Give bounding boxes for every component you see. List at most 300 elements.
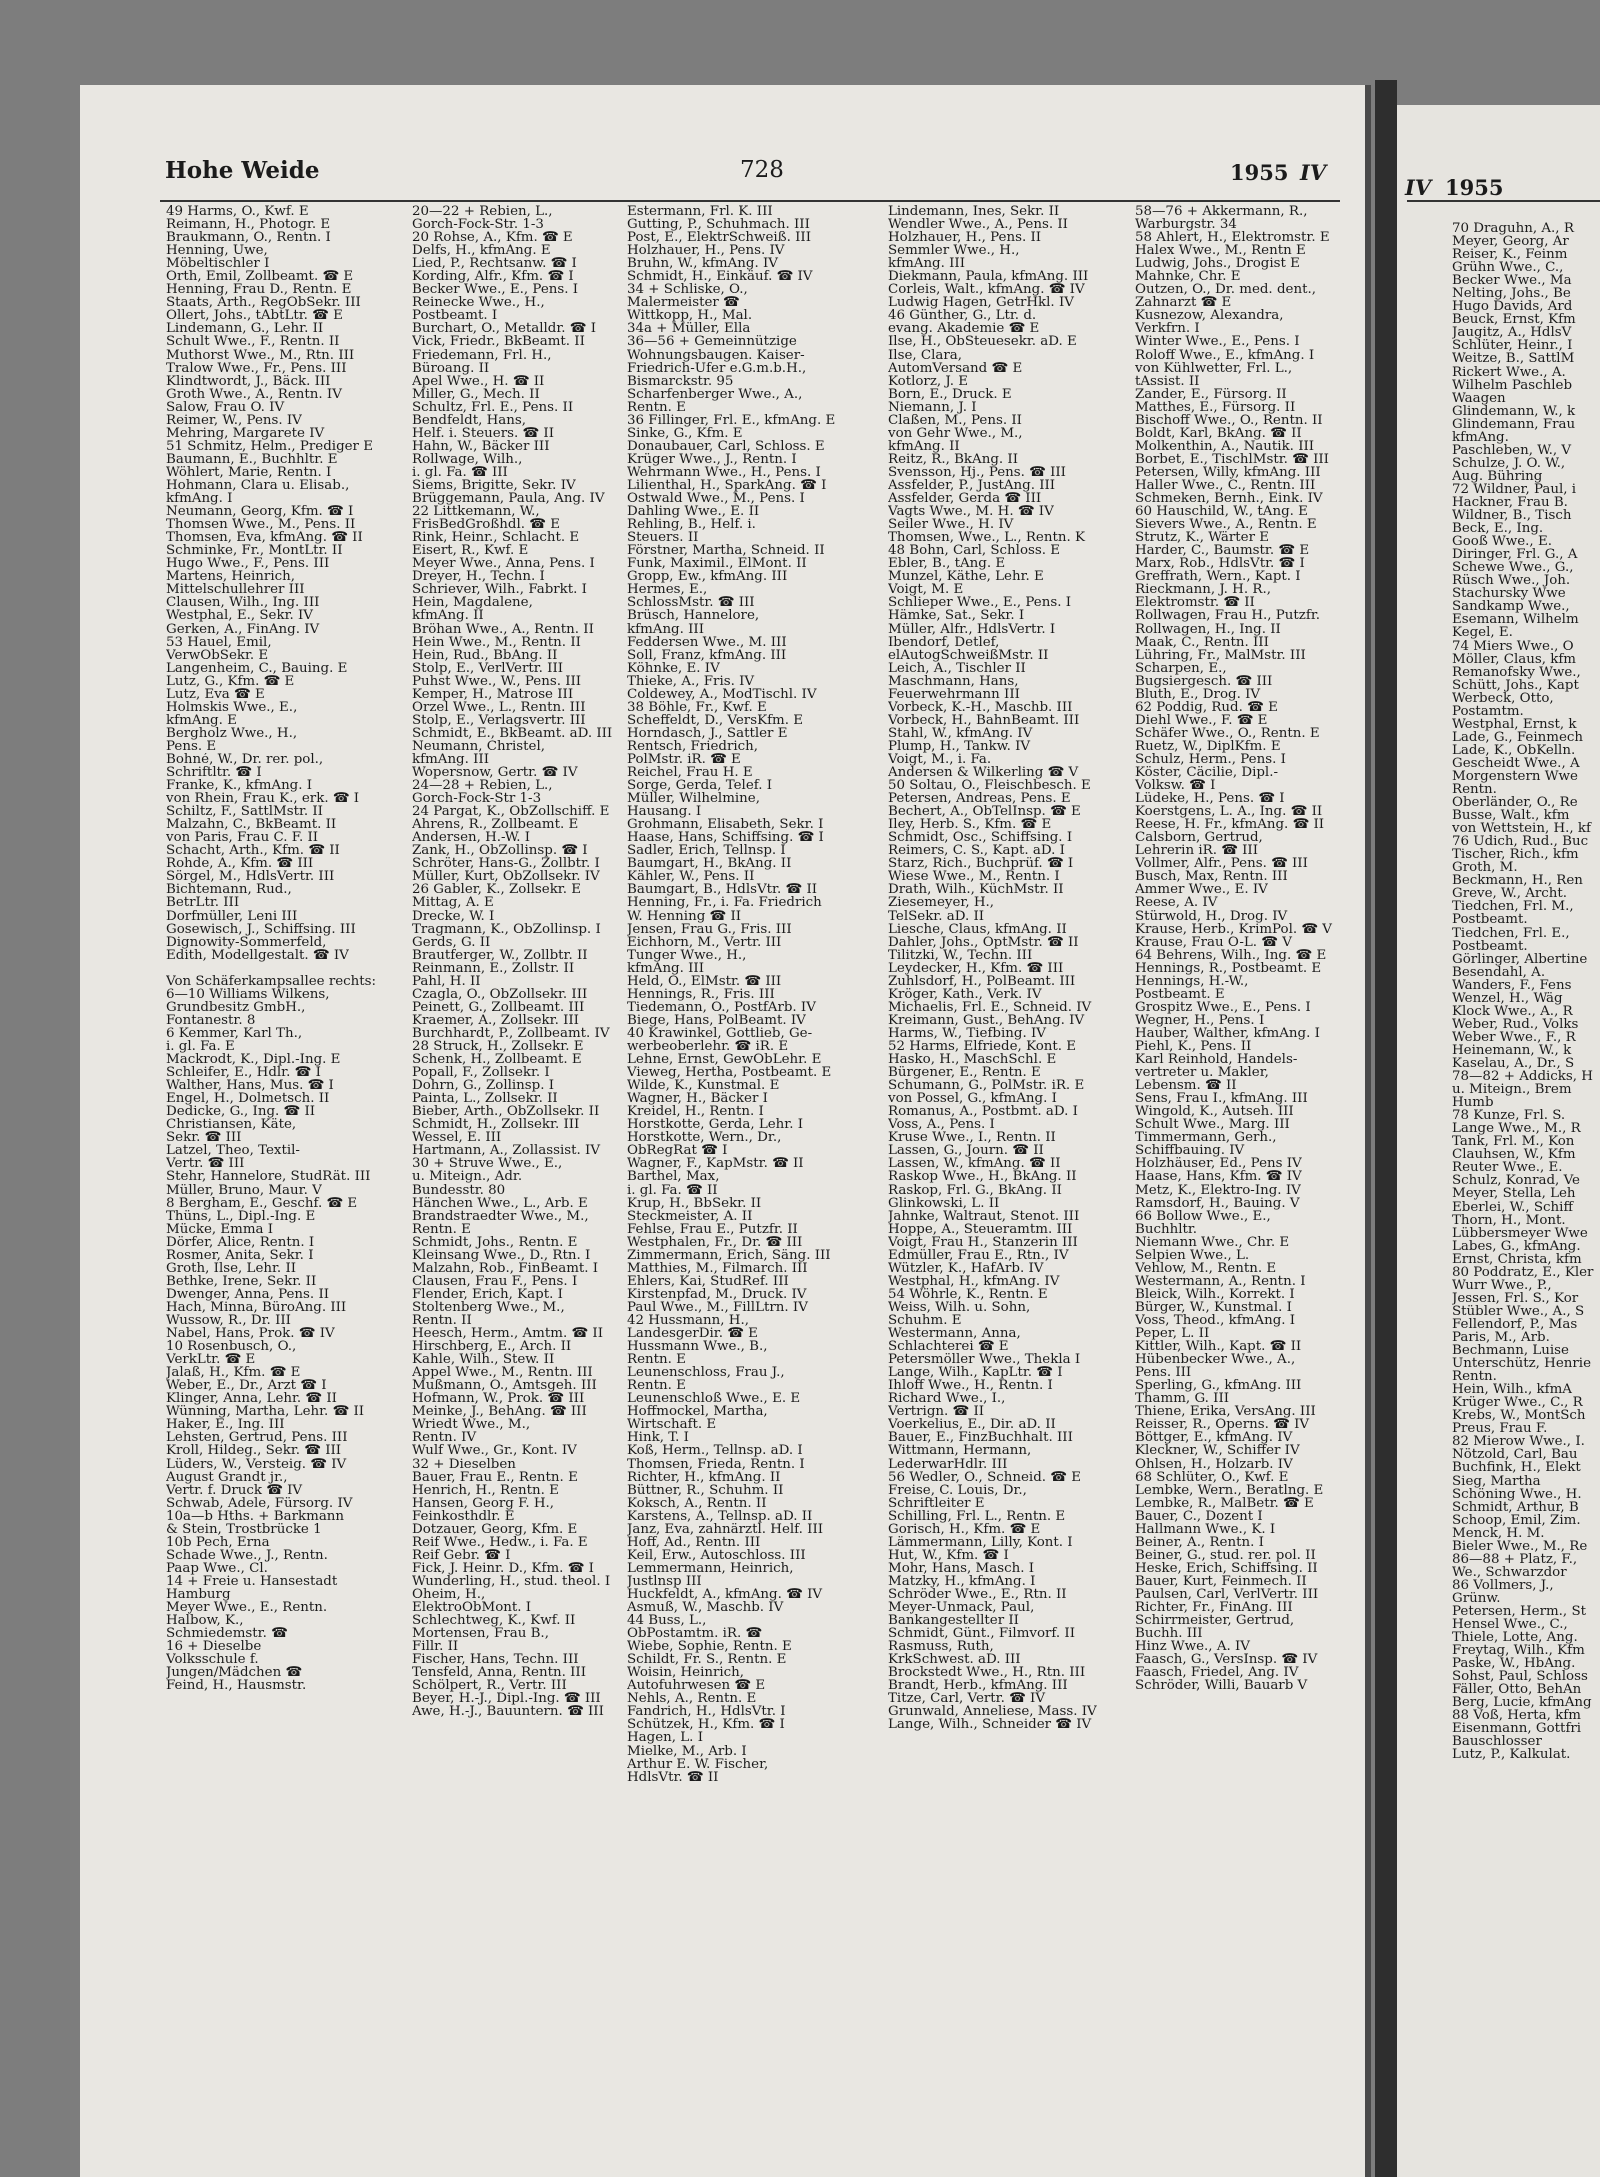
directory-entry: Lutz, P., Kalkulat. (1452, 1748, 1571, 1762)
directory-entry: Hut, W., Kfm. ☎ I (888, 1548, 1009, 1562)
directory-entry: & Stein, Trostbrücke 1 (166, 1522, 322, 1536)
directory-entry: Burchart, O., Metalldr. ☎ I (412, 322, 597, 336)
directory-entry: Bundesstr. 80 (412, 1183, 506, 1197)
street-heading: Hohe Weide (165, 157, 320, 184)
directory-entry: 68 Schlüter, O., Kwf. E (1135, 1470, 1289, 1484)
directory-column-3 (627, 205, 877, 2125)
directory-entry: Bleick, Wilh., Korrekt. I (1135, 1287, 1295, 1301)
directory-entry: Gropp, Ew., kfmAng. III (627, 570, 788, 584)
directory-entry: Kording, Alfr., Kfm. ☎ I (412, 270, 574, 284)
directory-entry: Schriftleiter E (888, 1496, 985, 1510)
directory-entry: Rentn. E (412, 1222, 471, 1236)
directory-entry: Miller, G., Mech. II (412, 387, 540, 401)
directory-entry: Walther, Hans, Mus. ☎ I (166, 1079, 334, 1093)
directory-entry: Leunenschloß Wwe., E. E (627, 1392, 801, 1406)
directory-entry: Muthorst Wwe., M., Rtn. III (166, 348, 355, 362)
directory-entry: Matthies, M., Filmarch. III (627, 1261, 808, 1275)
directory-entry: August Grandt jr., (166, 1470, 288, 1484)
directory-entry: Woisin, Heinrich, (627, 1666, 745, 1680)
directory-entry: Wagner, F., KapMstr. ☎ II (627, 1157, 804, 1171)
directory-entry: Wurr Wwe., P., (1452, 1278, 1552, 1292)
directory-entry: Klock Wwe., A., R (1452, 1004, 1573, 1018)
directory-entry: 36—56 + Gemeinnützige (627, 335, 797, 349)
directory-entry: Brandstraedter Wwe., M., (412, 1209, 589, 1223)
directory-entry: Tunger Wwe., H., (627, 948, 747, 962)
directory-entry: Volksw. ☎ I (1135, 779, 1216, 793)
directory-entry: Autofuhrwesen ☎ E (627, 1679, 766, 1693)
directory-entry: Esemann, Wilhelm (1452, 613, 1579, 627)
directory-entry: Held, O., ElMstr. ☎ III (627, 974, 782, 988)
directory-entry: Henning, Fr., i. Fa. Friedrich (627, 896, 822, 910)
directory-entry: Schmidt, Arthur, B (1452, 1500, 1579, 1514)
directory-entry: Ilse, H., ObSteuesekr. aD. E (888, 335, 1077, 349)
directory-entry: Gosewisch, J., Schiffsing. III (166, 922, 356, 936)
directory-entry: Wendler Wwe., A., Pens. II (888, 218, 1068, 232)
directory-entry: Dwenger, Anna, Pens. II (166, 1287, 330, 1301)
directory-entry: Czagla, O., ObZollsekr. III (412, 987, 588, 1001)
directory-entry: Böttger, E., kfmAng. IV (1135, 1431, 1293, 1445)
directory-entry: Grospitz Wwe., E., Pens. I (1135, 1000, 1311, 1014)
directory-entry: Wildner, B., Tisch (1452, 509, 1572, 523)
directory-entry: Keil, Erw., Autoschloss. III (627, 1548, 806, 1562)
directory-entry: kfmAng. (1452, 430, 1509, 444)
directory-entry: Lange, Wilh., Schneider ☎ IV (888, 1718, 1092, 1732)
directory-entry: Marx, Rob., HdlsVtr. ☎ I (1135, 557, 1305, 571)
directory-entry: Mittelschullehrer III (166, 583, 305, 597)
directory-entry: Schleifer, E., Hdlr. ☎ I (166, 1066, 321, 1080)
directory-entry: Tensfeld, Anna, Rentn. III (412, 1666, 586, 1680)
directory-entry: Greffrath, Wern., Kapt. I (1135, 570, 1301, 584)
directory-entry: Fick, J. Heinr. D., Kfm. ☎ I (412, 1561, 594, 1575)
directory-entry: Lange Wwe., M., R (1452, 1122, 1581, 1136)
directory-entry: Malzahn, Rob., FinBeamt. I (412, 1261, 599, 1275)
directory-entry: Becker Wwe., E., Pens. I (412, 283, 579, 297)
directory-entry: 42 Hussmann, H., (627, 1313, 749, 1328)
directory-entry: Starz, Rich., Buchprüf. ☎ I (888, 857, 1074, 871)
directory-entry: Wünning, Martha, Lehr. ☎ II (166, 1405, 365, 1419)
header-rule (160, 200, 1340, 202)
directory-entry: Groth Wwe., A., Rentn. IV (166, 387, 342, 401)
directory-entry: Schade Wwe., J., Rentn. (166, 1548, 328, 1562)
directory-entry: Hugo Wwe., F., Pens. III (166, 557, 330, 571)
directory-entry: 44 Buss, L., (627, 1614, 707, 1628)
directory-entry: kfmAng. II (888, 439, 960, 453)
directory-entry: Wehrmann Wwe., H., Pens. I (627, 465, 821, 479)
directory-entry: Hennings, H.-W., (1135, 974, 1249, 988)
directory-entry: Reif Gebr. ☎ I (412, 1548, 511, 1562)
directory-entry: Thomsen, Frieda, Rentn. I (627, 1457, 805, 1471)
directory-entry: 78 Kunze, Frl. S. (1452, 1109, 1566, 1123)
directory-entry: Lange, Wilh., KapLtr. ☎ I (888, 1366, 1063, 1380)
directory-entry: Mahnke, Chr. E (1135, 270, 1241, 284)
directory-entry: Fehlse, Frau E., Putzfr. II (627, 1222, 798, 1236)
directory-entry: FrisBedGroßhdl. ☎ E (412, 518, 560, 532)
directory-entry: Mackrodt, K., Dipl.-Ing. E (166, 1053, 341, 1067)
directory-entry: Sekr. ☎ III (166, 1131, 242, 1145)
directory-entry: Ammer Wwe., E. IV (1135, 883, 1268, 897)
directory-entry: Schriever, Wilh., Fabrkt. I (412, 583, 587, 597)
directory-entry: Becker Wwe., Ma (1452, 274, 1572, 288)
directory-entry: Mohr, Hans, Masch. I (888, 1561, 1035, 1575)
directory-entry: Roloff Wwe., E., kfmAng. I (1135, 348, 1315, 362)
directory-entry: LederwarHdlr. III (888, 1457, 1008, 1471)
directory-entry: Vertrign. ☎ II (888, 1405, 985, 1419)
directory-entry: vertreter u. Makler, (1135, 1066, 1269, 1080)
directory-entry: Ziesemeyer, H., (888, 896, 995, 910)
directory-entry: 36 Fillinger, Frl. E., kfmAng. E (627, 413, 836, 427)
directory-entry: Leunenschloss, Frau J., (627, 1366, 785, 1380)
directory-entry: Lade, G., Feinmech (1452, 730, 1584, 744)
directory-entry: PolMstr. iR. ☎ E (627, 752, 741, 767)
directory-entry: Rohde, A., Kfm. ☎ III (166, 857, 314, 871)
directory-entry: Mußmann, O., Amtsgeh. III (412, 1379, 597, 1393)
directory-entry: Reese, A. IV (1135, 896, 1218, 910)
directory-entry: Meyer-Unmack, Paul, (888, 1601, 1035, 1615)
directory-entry: Von Schäferkampsallee rechts: (166, 974, 377, 988)
directory-entry: Appel Wwe., M., Rentn. III (412, 1366, 593, 1380)
directory-entry: Bugsiergesch. ☎ III (1135, 674, 1273, 688)
directory-entry: Grühn Wwe., C., (1452, 261, 1564, 275)
directory-entry: Halex Wwe., M., Rentn E (1135, 244, 1306, 258)
directory-entry: Weber, E., Dr., Arzt ☎ I (166, 1379, 327, 1393)
directory-entry: Horstkotte, Wern., Dr., (627, 1131, 782, 1145)
directory-entry: 56 Wedler, O., Schneid. ☎ E (888, 1470, 1081, 1484)
district-left: IV (1300, 160, 1327, 185)
directory-entry: Schiffbauing. IV (1135, 1144, 1245, 1158)
directory-entry: Soll, Franz, kfmAng. III (627, 648, 787, 662)
directory-entry: Wilde, K., Kunstmal. E (627, 1079, 780, 1093)
directory-entry: Plump, H., Tankw. IV (888, 739, 1031, 753)
directory-entry: Lemmermann, Heinrich, (627, 1561, 794, 1575)
directory-entry: Romanus, A., Postbmt. aD. I (888, 1105, 1078, 1119)
year-left: 1955 (1230, 160, 1289, 185)
directory-entry: Eberlei, W., Schiff (1452, 1200, 1573, 1214)
directory-entry: 46 Günther, G., Ltr. d. (888, 309, 1037, 323)
directory-entry: Hausang. I (627, 805, 702, 819)
directory-entry: Engel, H., Dolmetsch. II (166, 1092, 330, 1106)
directory-entry: Reiser, K., Feinm (1452, 248, 1568, 262)
directory-entry: Vertr. f. Druck ☎ IV (166, 1483, 303, 1497)
directory-entry: Kotlorz, J. E (888, 374, 969, 388)
directory-entry: Hein, Magdalene, (412, 596, 533, 610)
directory-entry: Kemper, H., Matrose III (412, 687, 574, 701)
directory-entry: Glindemann, W., k (1452, 404, 1576, 418)
directory-entry: 10a—b Hths. + Barkmann (166, 1509, 345, 1523)
directory-entry: Morgenstern Wwe (1452, 769, 1578, 784)
directory-entry: Awe, H.-J., Bauuntern. ☎ III (412, 1705, 604, 1719)
directory-entry: Nötzold, Carl, Bau (1452, 1448, 1578, 1462)
directory-entry: Hämke, Sat., Sekr. I (888, 609, 1025, 623)
directory-entry: Leydecker, H., Kfm. ☎ III (888, 961, 1064, 975)
directory-entry: 62 Poddig, Rud. ☎ E (1135, 700, 1278, 714)
directory-entry: i. gl. Fa. ☎ III (412, 465, 508, 479)
directory-entry: Schröder Wwe., E., Rtn. II (888, 1587, 1067, 1602)
directory-entry: kfmAng. III (627, 961, 705, 975)
directory-entry: Scharpen, E., (1135, 661, 1227, 675)
directory-entry: Beck, E., Ing. (1452, 522, 1544, 536)
directory-entry: Schröder, Willi, Bauarb V (1135, 1679, 1308, 1693)
directory-entry: Voigt, M. E (888, 583, 964, 597)
directory-entry: Rentn. (1452, 1370, 1497, 1384)
directory-entry: Hensel Wwe., C., (1452, 1618, 1568, 1632)
directory-entry: Fillr. II (412, 1640, 459, 1654)
directory-entry: Salow, Frau O. IV (166, 400, 285, 414)
directory-entry: Bruhn, W., kfmAng. IV (627, 257, 778, 271)
directory-entry: KrkSchwest. aD. III (888, 1653, 1021, 1667)
directory-entry: Oberländer, O., Re (1452, 796, 1578, 810)
directory-entry: Paschleben, W., V (1452, 443, 1572, 457)
directory-entry: Karstens, A., Tellnsp. aD. II (627, 1509, 813, 1523)
directory-entry: Helf. i. Steuers. ☎ II (412, 426, 555, 440)
directory-entry: Schult Wwe., F., Rentn. II (166, 335, 340, 349)
directory-entry: elAutogSchweißMstr. II (888, 648, 1049, 662)
directory-entry: Schlachterei ☎ E (888, 1340, 1009, 1354)
directory-entry: 10b Pech, Erna (166, 1535, 270, 1549)
directory-entry: Waagen (1452, 391, 1506, 405)
directory-entry: Selpien Wwe., L. (1135, 1248, 1250, 1262)
directory-entry: Brüggemann, Paula, Ang. IV (412, 492, 605, 506)
directory-entry: Meyer, Stella, Leh (1452, 1187, 1576, 1201)
directory-entry: Wöhlert, Marie, Rentn. I (166, 465, 332, 479)
directory-entry: Ehlers, Kai, StudRef. III (627, 1274, 789, 1288)
directory-entry: Sörgel, M., HdlsVertr. III (166, 870, 335, 884)
directory-entry: Wiese Wwe., M., Rentn. I (888, 870, 1060, 884)
directory-entry: Schmidt, Johs., Rentn. E (412, 1235, 578, 1249)
directory-entry: Müller, Kurt, ObZollsekr. IV (412, 870, 600, 884)
directory-entry: Vollmer, Alfr., Pens. ☎ III (1135, 857, 1308, 871)
directory-entry: Elektromstr. ☎ II (1135, 596, 1255, 610)
directory-entry: Clauhsen, W., Kfm (1452, 1148, 1576, 1162)
directory-entry: HdlsVtr. ☎ II (627, 1770, 719, 1784)
directory-entry: Lembke, Wern., Beratlng. E (1135, 1483, 1324, 1497)
directory-entry: Hirschberg, E., Arch. II (412, 1340, 572, 1354)
directory-entry: Schütt, Johs., Kapt (1452, 678, 1579, 692)
directory-entry: Schenk, H., Zollbeamt. E (412, 1053, 582, 1067)
directory-entry: Busch, Max, Rentn. III (1135, 870, 1288, 884)
directory-entry: Drecke, W. I (412, 909, 495, 923)
directory-entry: ObRegRat ☎ I (627, 1144, 728, 1158)
directory-entry: Lindemann, Ines, Sekr. II (888, 205, 1060, 219)
directory-entry: Gorch-Fock-Str. 1-3 (412, 218, 544, 232)
directory-entry: Wunderling, H., stud. theol. I (412, 1574, 611, 1588)
directory-entry: Thiele, Lotte, Ang. (1452, 1631, 1578, 1645)
directory-entry: Thomsen, Eva, kfmAng. ☎ II (166, 531, 363, 545)
directory-entry: Rink, Heinr., Schlacht. E (412, 531, 580, 545)
directory-entry: Förstner, Martha, Schneid. II (627, 544, 825, 558)
directory-entry: 58 Ahlert, H., Elektromstr. E (1135, 231, 1330, 245)
directory-entry: Meyer, Georg, Ar (1452, 235, 1569, 249)
directory-entry: Hamburg (166, 1587, 231, 1602)
directory-entry: Bauschlosser (1452, 1735, 1542, 1749)
directory-entry: Friedrich-Ufer e.G.m.b.H., (627, 361, 807, 375)
directory-entry: 86—88 + Platz, F., (1452, 1552, 1578, 1566)
directory-entry: Zander, E., Fürsorg. II (1135, 387, 1287, 401)
directory-entry: Koksch, A., Rentn. II (627, 1496, 767, 1510)
directory-entry: Outzen, O., Dr. med. dent., (1135, 283, 1316, 297)
directory-entry: Sperling, G., kfmAng. III (1135, 1379, 1302, 1393)
directory-entry: Ilse, Clara, (888, 348, 963, 362)
directory-entry: Paulsen, Carl, VerlVertr. III (1135, 1587, 1319, 1602)
directory-entry: Eichhorn, M., Vertr. III (627, 935, 782, 949)
directory-entry: Edmüller, Frau E., Rtn., IV (888, 1248, 1069, 1262)
directory-entry: 30 + Struve Wwe., E., (412, 1157, 563, 1171)
directory-entry: Kegel, E. (1452, 626, 1513, 640)
year-right: 1955 (1445, 175, 1504, 200)
directory-entry: Funk, Maximil., ElMont. II (627, 557, 807, 571)
directory-entry: Franke, K., kfmAng. I (166, 779, 313, 793)
directory-entry: Lüdeke, H., Pens. ☎ I (1135, 792, 1285, 806)
directory-entry: Stolp, E., Verlagsvertr. III (412, 713, 586, 727)
directory-entry: Wagner, H., Bäcker I (627, 1092, 768, 1106)
directory-entry: Zuhlsdorf, H., PolBeamt. III (888, 974, 1076, 988)
directory-entry: Janz, Eva, zahnärztl. Helf. III (627, 1522, 824, 1536)
directory-entry: Schwab, Adele, Fürsorg. IV (166, 1496, 353, 1510)
directory-entry: Zahnarzt ☎ E (1135, 296, 1232, 310)
directory-entry: Biege, Hans, PolBeamt. IV (627, 1013, 806, 1027)
directory-entry: Ahrens, R., Zollbeamt. E (412, 818, 579, 832)
directory-entry: Iley, Herb. S., Kfm. ☎ E (888, 818, 1052, 832)
directory-entry: Richter, Fr., FinAng. III (1135, 1601, 1293, 1615)
directory-entry: 10 Rosenbusch, O., (166, 1340, 297, 1354)
directory-entry: Kirstenpfad, M., Druck. IV (627, 1287, 807, 1301)
directory-entry: Müller, Bruno, Maur. V (166, 1183, 322, 1197)
directory-entry: 8 Bergham, E., Geschf. ☎ E (166, 1196, 358, 1210)
directory-entry: 32 + Dieselben (412, 1457, 516, 1471)
directory-entry: Reif Wwe., Hedw., i. Fa. E (412, 1535, 588, 1549)
directory-entry: Apel Wwe., H. ☎ II (412, 374, 545, 388)
directory-entry: Schmidt, Osc., Schiffsing. I (888, 831, 1073, 845)
directory-entry: Müller, Wilhelmine, (627, 792, 760, 806)
directory-entry: 74 Miers Wwe., O (1452, 639, 1574, 653)
directory-entry: Diringer, Frl. G., A (1452, 548, 1578, 562)
directory-entry: Wulf Wwe., Gr., Kont. IV (412, 1444, 577, 1458)
directory-entry: Richard Wwe., I., (888, 1392, 1006, 1406)
directory-entry: von Wettstein, H., kf (1452, 822, 1591, 836)
directory-column-1 (166, 205, 398, 2125)
directory-entry: Borbet, E., TischlMstr. ☎ III (1135, 452, 1329, 466)
directory-entry: Thorn, H., Mont. (1452, 1213, 1566, 1227)
directory-entry: Rickert Wwe., A. (1452, 365, 1566, 379)
directory-entry: Wohnungsbaugen. Kaiser- (627, 348, 805, 362)
directory-entry: Painta, L., Zollsekr. II (412, 1092, 558, 1106)
directory-entry: Schirrmeister, Gertrud, (1135, 1614, 1295, 1628)
directory-entry: Peper, L. II (1135, 1327, 1210, 1341)
directory-entry: Bergholz Wwe., H., (166, 726, 298, 740)
directory-entry: 20—22 + Rebien, L., (412, 205, 553, 219)
directory-entry: Hennings, R., Fris. III (627, 987, 775, 1001)
directory-entry (166, 962, 398, 975)
directory-entry: Warburgstr. 34 (1135, 218, 1237, 232)
directory-entry: Preus, Frau F. (1452, 1422, 1548, 1436)
directory-entry: Wützler, K., HafArb. IV (888, 1261, 1044, 1275)
directory-entry: Koß, Herm., Tellnsp. aD. I (627, 1444, 803, 1458)
directory-entry: Schmidt, H., Zollsekr. III (412, 1118, 580, 1132)
directory-entry: Krup, H., BbSekr. II (627, 1196, 762, 1210)
directory-entry: 6 Kemmer, Karl Th., (166, 1026, 303, 1040)
directory-entry: Schminke, Fr., MontLtr. II (166, 544, 343, 558)
directory-entry: Dahler, Johs., OptMstr. ☎ II (888, 935, 1079, 949)
directory-entry: Schuhm. E (888, 1313, 962, 1328)
directory-entry: Schult Wwe., Marg. III (1135, 1118, 1290, 1132)
directory-entry: Wenzel, H., Wäg (1452, 991, 1563, 1005)
directory-entry: Post, E., ElektrSchweiß. III (627, 231, 812, 245)
directory-entry: 64 Behrens, Wilh., Ing. ☎ E (1135, 948, 1327, 962)
directory-entry: Ruetz, W., DiplKfm. E (1135, 739, 1281, 753)
directory-entry: Schacht, Arth., Kfm. ☎ II (166, 844, 340, 858)
directory-entry: Busse, Walt., kfm (1452, 809, 1570, 823)
directory-entry: Huckfeldt, A., kfmAng. ☎ IV (627, 1587, 823, 1602)
directory-entry: Dörfer, Alice, Rentn. I (166, 1235, 315, 1249)
right-header-rule (1407, 200, 1600, 202)
directory-entry: kfmAng. E (166, 713, 237, 727)
directory-entry: Hein, Rud., BbAng. II (412, 648, 558, 662)
directory-entry: Oheim, H., (412, 1587, 486, 1602)
directory-entry: Westphal, E., Sekr. IV (166, 609, 313, 623)
directory-entry: Holzhauer, H., Pens. IV (627, 244, 785, 258)
directory-entry: Raskop, Frl. G., BkAng. II (888, 1183, 1062, 1197)
directory-entry: Petersen, Willy, kfmAng. III (1135, 465, 1321, 479)
directory-entry: Seiler Wwe., H. IV (888, 518, 1014, 532)
directory-entry: 72 Wildner, Paul, i (1452, 482, 1577, 496)
directory-entry: Dorfmüller, Leni III (166, 909, 298, 923)
directory-entry: Hauber, Walther, kfmAng. I (1135, 1026, 1320, 1040)
directory-entry: Feinkosthdlr. E (412, 1509, 515, 1523)
directory-entry: Kruse Wwe., I., Rentn. II (888, 1131, 1056, 1145)
directory-entry: Lutz, Eva ☎ E (166, 687, 265, 701)
directory-entry: Dahling Wwe., E. II (627, 505, 760, 519)
directory-entry: Schmidt, H., Einkäuf. ☎ IV (627, 270, 813, 284)
directory-entry: Gorisch, H., Kfm. ☎ E (888, 1522, 1041, 1536)
directory-entry: Flender, Erich, Kapt. I (412, 1287, 563, 1301)
directory-entry: Gutting, P., Schuhmach. III (627, 218, 810, 232)
directory-entry: von Possel, G., kfmAng. I (888, 1092, 1057, 1106)
directory-entry: Reitz, R., BkAng. II (888, 452, 1019, 466)
directory-entry: 40 Krawinkel, Gottlieb, Ge- (627, 1026, 813, 1040)
directory-entry: Schulz, Herm., Pens. I (1135, 752, 1286, 767)
directory-entry: Siems, Brigitte, Sekr. IV (412, 478, 576, 493)
directory-entry: Schölpert, R., Vertr. III (412, 1679, 567, 1693)
directory-entry: Lämmermann, Lilly, Kont. I (888, 1535, 1073, 1549)
directory-entry: kfmAng. I (166, 492, 233, 506)
page-gutter (1375, 80, 1397, 2177)
directory-entry: Ramsdorf, H., Bauing. V (1135, 1196, 1300, 1210)
directory-entry: Wittmann, Hermann, (888, 1444, 1032, 1458)
directory-entry: Vieweg, Hertha, Postbeamt. E (627, 1066, 832, 1080)
directory-entry: Gorch-Fock-Str 1-3 (412, 792, 542, 806)
directory-entry: Orth, Emil, Zollbeamt. ☎ E (166, 270, 354, 284)
directory-entry: Ollert, Johs., tAbtLtr. ☎ E (166, 309, 343, 323)
directory-entry: 22 Littkemann, W., (412, 505, 540, 519)
directory-entry: Wussow, R., Dr. III (166, 1313, 291, 1328)
directory-entry: Kusnezow, Alexandra, (1135, 309, 1284, 323)
directory-entry: von Rhein, Frau K., erk. ☎ I (166, 792, 360, 806)
directory-entry: Horstkotte, Gerda, Lehr. I (627, 1118, 804, 1132)
directory-entry: Fischer, Hans, Techn. III (412, 1653, 579, 1667)
directory-entry: Rentn. (1452, 783, 1497, 797)
directory-entry: Mittag, A. E (412, 896, 494, 910)
directory-entry: Jalaß, H., Kfm. ☎ E (166, 1366, 301, 1380)
directory-entry: Labes, G., kfmAng. (1452, 1239, 1581, 1253)
directory-entry: Tischer, Rich., kfm (1452, 848, 1579, 862)
directory-entry: Neumann, Georg, Kfm. ☎ I (166, 505, 354, 519)
directory-entry: Reese, H. Fr., kfmAng. ☎ II (1135, 818, 1325, 832)
directory-entry: Petersen, Andreas, Pens. E (888, 792, 1071, 806)
directory-entry: Henning, Uwe, (166, 244, 268, 258)
directory-entry: Büroang. II (412, 361, 490, 375)
directory-entry: u. Miteign., Adr. (412, 1170, 523, 1184)
directory-entry: Rentn. E (627, 400, 686, 414)
directory-entry: 14 + Freie u. Hansestadt (166, 1574, 338, 1588)
